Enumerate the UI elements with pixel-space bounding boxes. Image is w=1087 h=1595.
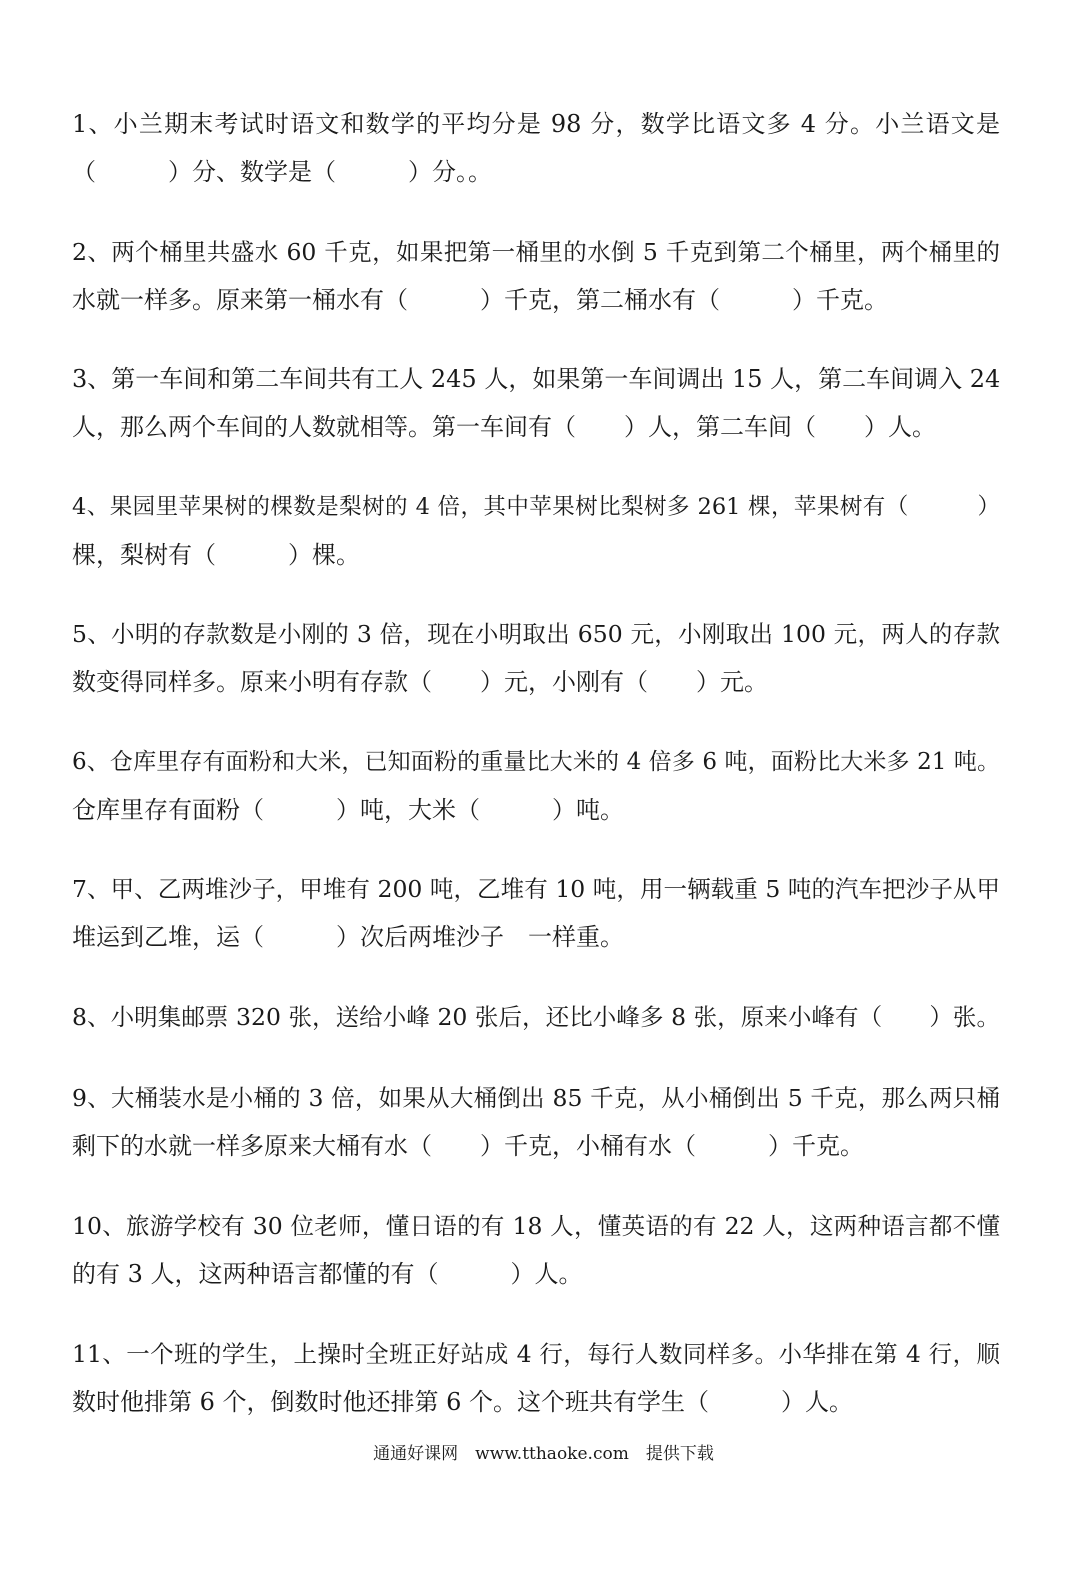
- question-1-line-2: （ ）分、数学是（ ）分。。: [72, 158, 492, 186]
- question-1: [72, 100, 1000, 196]
- question-1-line-1: 1、小兰期末考试时语文和数学的平均分是 98 分，数学比语文多 4 分。小兰语文是: [72, 110, 1000, 138]
- question-7-line-1: 7、甲、乙两堆沙子，甲堆有 200 吨，乙堆有 10 吨，用一辆载重 5 吨的汽车把沙子从甲: [72, 875, 1000, 903]
- question-3-line-1: 3、第一车间和第二车间共有工人 245 人，如果第一车间调出 15 人，第二车间调入 24: [72, 365, 1001, 393]
- question-10-line-2: 的有 3 人，这两种语言都懂的有（ ）人。: [72, 1260, 583, 1288]
- question-6-line-1: 6、仓库里存有面粉和大米，已知面粉的重量比大米的 4 倍多 6 吨，面粉比大米多 21 吨。: [72, 749, 1000, 775]
- question-2-line-2: 水就一样多。原来第一桶水有（ ）千克，第二桶水有（ ）千克。: [72, 286, 888, 314]
- question-5-line-1: 5、小明的存款数是小刚的 3 倍，现在小明取出 650 元，小刚取出 100 元，两人的存款: [72, 620, 1000, 648]
- question-11: [72, 1330, 1000, 1426]
- question-11-line-1: 11、一个班的学生，上操时全班正好站成 4 行，每行人数同样多。小华排在第 4 行，顺: [72, 1340, 1000, 1368]
- question-2: [72, 228, 1000, 324]
- question-5: [72, 610, 1000, 706]
- question-6-line-2: 仓库里存有面粉（ ）吨，大米（ ）吨。: [72, 796, 624, 824]
- question-10-line-1: 10、旅游学校有 30 位老师，懂日语的有 18 人，懂英语的有 22 人，这两种语言都不懂: [72, 1212, 1000, 1240]
- question-7-line-2: 堆运到乙堆，运（ ）次后两堆沙子 一样重。: [72, 923, 624, 951]
- question-2-line-1: 2、两个桶里共盛水 60 千克，如果把第一桶里的水倒 5 千克到第二个桶里，两个桶里的: [72, 238, 1000, 266]
- question-6: [72, 738, 1000, 834]
- question-9: [72, 1074, 1000, 1170]
- question-8-line-1: 8、小明集邮票 320 张，送给小峰 20 张后，还比小峰多 8 张，原来小峰有（ ）张。: [72, 1003, 1000, 1031]
- question-7: [72, 865, 1000, 961]
- question-10: [72, 1202, 1000, 1298]
- question-9-line-2: 剩下的水就一样多原来大桶有水（ ）千克，小桶有水（ ）千克。: [72, 1132, 864, 1160]
- question-11-line-2: 数时他排第 6 个，倒数时他还排第 6 个。这个班共有学生（ ）人。: [72, 1388, 854, 1416]
- question-5-line-2: 数变得同样多。原来小明有存款（ ）元，小刚有（ ）元。: [72, 668, 768, 696]
- question-4-line-2: 棵，梨树有（ ）棵。: [72, 541, 360, 569]
- page-footer: 通通好课网 www.tthaoke.com 提供下载: [373, 1444, 714, 1464]
- question-9-line-1: 9、大桶装水是小桶的 3 倍，如果从大桶倒出 85 千克，从小桶倒出 5 千克，那么两只桶: [72, 1084, 1000, 1112]
- question-3-line-2: 人，那么两个车间的人数就相等。第一车间有（ ）人，第二车间（ ）人。: [72, 413, 936, 441]
- question-8: [72, 993, 1000, 1041]
- question-3: [72, 355, 1000, 451]
- question-4: [72, 483, 1000, 579]
- question-4-line-1: 4、果园里苹果树的棵数是梨树的 4 倍，其中苹果树比梨树多 261 棵，苹果树有（ ）: [72, 494, 1000, 520]
